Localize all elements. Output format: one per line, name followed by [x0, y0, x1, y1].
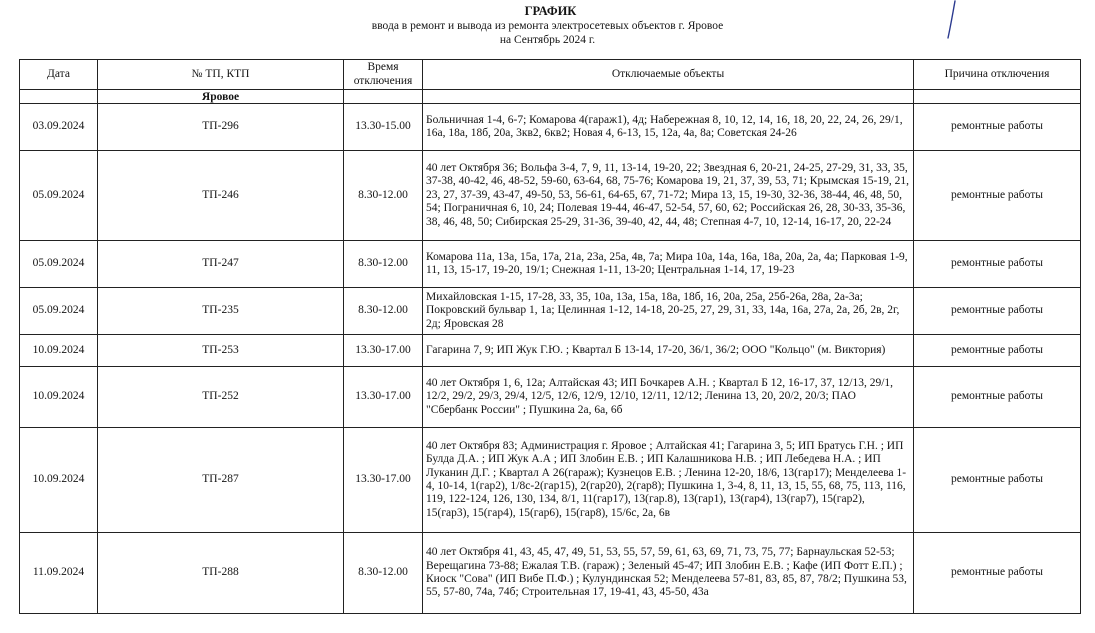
row-reason: ремонтные работы — [914, 533, 1081, 614]
row-tp: ТП-287 — [98, 428, 344, 533]
pen-stroke-mark — [945, 0, 957, 40]
row-tp: ТП-235 — [98, 288, 344, 335]
row-tp: ТП-247 — [98, 241, 344, 288]
document-subtitle-line1: ввода в ремонт и вывода из ремонта электросетевых объектов г. Яровое — [371, 20, 724, 32]
row-objects: 40 лет Октября 1, 6, 12а; Алтайская 43; ИП Бочкарев А.Н. ; Квартал Б 12, 16-17, 37, 12/13, 29/1, 12/2, 29/2, 29/3, 29/4, 12/5, 12/6, 12/9, 12/10, 12/11, 12/12; Ленина 13, 20, 20/2, 20/3; ПАО "Сбербанк России" ; Пушкина 2а, 6а, 6б — [423, 367, 914, 428]
section-row — [20, 90, 1081, 104]
row-time: 13.30-17.00 — [344, 428, 423, 533]
row-date: 10.09.2024 — [20, 367, 98, 428]
row-tp: ТП-296 — [98, 104, 344, 151]
column-header-date: Дата — [20, 60, 98, 90]
row-tp: ТП-252 — [98, 367, 344, 428]
table-row — [20, 428, 1081, 533]
column-header-time-line2: отключения — [353, 74, 413, 87]
row-date: 10.09.2024 — [20, 428, 98, 533]
row-time: 8.30-12.00 — [344, 288, 423, 335]
document-title: ГРАФИК — [524, 4, 577, 18]
row-time: 13.30-17.00 — [344, 367, 423, 428]
row-date: 05.09.2024 — [20, 151, 98, 241]
table-row — [20, 151, 1081, 241]
row-reason: ремонтные работы — [914, 288, 1081, 335]
row-objects: 40 лет Октября 41, 43, 45, 47, 49, 51, 53, 55, 57, 59, 61, 63, 69, 71, 73, 75, 77; Барнаульская 52-53; Верещагина 73-88; Ежалая Т.В. (гараж) ; Зеленый 45-47; ИП Злобин Е.В. ; Кафе (ИП Фотт Е.П.) ; Киоск "Сова" (ИП Вибе П.Ф.) ; Кулундинская 52; Менделеева 57-81, 83, 85, 87, 78/2; Пушкина 53, 55, 57-80, 74а, 74б; Строительная 17, 19-41, 43, 45-50, 43а — [423, 533, 914, 614]
row-reason: ремонтные работы — [914, 335, 1081, 367]
row-date: 10.09.2024 — [20, 335, 98, 367]
column-header-time — [344, 60, 423, 90]
row-date: 03.09.2024 — [20, 104, 98, 151]
column-header-tp: № ТП, КТП — [98, 60, 344, 90]
row-objects: Гагарина 7, 9; ИП Жук Г.Ю. ; Квартал Б 13-14, 17-20, 36/1, 36/2; ООО "Кольцо" (м. Виктория) — [423, 335, 914, 367]
row-date: 11.09.2024 — [20, 533, 98, 614]
column-header-objects: Отключаемые объекты — [423, 60, 914, 90]
row-time: 13.30-15.00 — [344, 104, 423, 151]
table-row — [20, 533, 1081, 614]
document-header — [0, 4, 1095, 47]
row-objects: Михайловская 1-15, 17-28, 33, 35, 10а, 13а, 15а, 18а, 18б, 16, 20а, 25а, 25б-26а, 28а, 2а-3а; Покровский бульвар 1, 1а; Целинная 1-12, 14-18, 20-25, 27, 29, 31, 33, 14а, 16а, 27а, 2а, 2б, 2в, 2г, 2д; Яровская 28 — [423, 288, 914, 335]
section-empty-cell — [20, 90, 98, 104]
row-time: 8.30-12.00 — [344, 151, 423, 241]
row-reason: ремонтные работы — [914, 151, 1081, 241]
row-time: 8.30-12.00 — [344, 241, 423, 288]
row-date: 05.09.2024 — [20, 241, 98, 288]
row-objects: Больничная 1-4, 6-7; Комарова 4(гараж1), 4д; Набережная 8, 10, 12, 14, 16, 18, 20, 22, 24, 26, 29/1, 16а, 18а, 18б, 20а, 3кв2, 6кв2; Новая 4, 6-13, 15, 12а, 4а, 8а; Советская 24-26 — [423, 104, 914, 151]
table-row — [20, 241, 1081, 288]
row-objects: Комарова 11а, 13а, 15а, 17а, 21а, 23а, 25а, 4в, 7а; Мира 10а, 14а, 16а, 18а, 20а, 2а, 4а; Парковая 1-9, 11, 13, 15-17, 19-20, 19/1; Снежная 1-11, 13-20; Центральная 1-14, 17, 19-23 — [423, 241, 914, 288]
section-empty-cell — [423, 90, 914, 104]
row-objects: 40 лет Октября 83; Администрация г. Яровое ; Алтайская 41; Гагарина 3, 5; ИП Братусь Г.Н. ; ИП Булда Д.А. ; ИП Жук А.А ; ИП Злобин Е.В. ; ИП Калашникова Н.В. ; ИП Лебедева Н.А. ; ИП Луканин Д.Г. ; Квартал А 26(гараж); Кузнецов Е.В. ; Ленина 12-20, 18/6, 13(гар17); Менделеева 1-4, 10-14, 1(гар2), 1/8с-2(гар15), 2(гар20), 2(гар8); Пушкина 1, 3-4, 8, 11, 13, 15, 55, 68, 75, 113, 116, 119, 122-124, 126, 130, 134, 8/1, 11(гар17), 13(гар.8), 13(гар1), 13(гар4), 13(гар7), 15(гар2), 15(гар3), 15(гар4), 15(гар6), 15(гар8), 15/6с, 2а, 6в — [423, 428, 914, 533]
table-row — [20, 335, 1081, 367]
schedule-table — [19, 59, 1081, 614]
table-header-row — [20, 60, 1081, 90]
column-header-reason: Причина отключения — [914, 60, 1081, 90]
section-empty-cell — [344, 90, 423, 104]
row-reason: ремонтные работы — [914, 104, 1081, 151]
row-reason: ремонтные работы — [914, 241, 1081, 288]
row-time: 8.30-12.00 — [344, 533, 423, 614]
row-tp: ТП-246 — [98, 151, 344, 241]
row-reason: ремонтные работы — [914, 428, 1081, 533]
section-empty-cell — [914, 90, 1081, 104]
row-tp: ТП-288 — [98, 533, 344, 614]
row-reason: ремонтные работы — [914, 367, 1081, 428]
table-row — [20, 367, 1081, 428]
section-label: Яровое — [98, 90, 344, 104]
table-row — [20, 104, 1081, 151]
row-objects: 40 лет Октября 36; Вольфа 3-4, 7, 9, 11, 13-14, 19-20, 22; Звездная 6, 20-21, 24-25, 27-29, 31, 33, 35, 37-38, 40-42, 46, 48-52, 59-60, 63-64, 68, 75-76; Комарова 19, 21, 37, 39, 53, 71; Крымская 15-19, 21, 23, 27, 37-39, 43-47, 49-50, 53, 56-61, 64-65, 67, 71-72; Мира 13, 15, 19-30, 32-36, 38-44, 46, 48, 50, 54; Пограничная 6, 10, 24; Полевая 19-44, 46-47, 52-54, 57, 60, 62; Российская 26, 28, 30-33, 35-36, 38, 46, 48, 50; Сибирская 25-29, 31-36, 39-40, 42, 44, 48; Степная 4-7, 10, 12-14, 16-17, 20, 22-24 — [423, 151, 914, 241]
column-header-time-line1: Время — [367, 61, 399, 74]
table-row — [20, 288, 1081, 335]
row-date: 05.09.2024 — [20, 288, 98, 335]
row-time: 13.30-17.00 — [344, 335, 423, 367]
row-tp: ТП-253 — [98, 335, 344, 367]
document-subtitle-line2: на Сентябрь 2024 г. — [499, 34, 596, 46]
